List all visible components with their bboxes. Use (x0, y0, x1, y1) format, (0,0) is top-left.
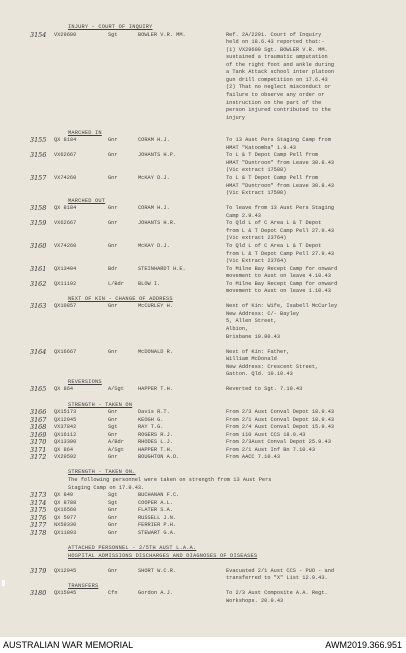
soldier-name: McKAY D.J. (138, 175, 170, 181)
service-number: QX15045 (54, 590, 77, 597)
serial-number: 3177 (30, 521, 47, 530)
entry-detail: To Qld L of C Area L & T Depot (226, 220, 322, 227)
entry-detail-continued: (Vic Extract 17590) (226, 190, 287, 197)
entry-detail-continued: (1) VX29600 Sgt. BOWLER V.R. MM. (226, 46, 328, 53)
entry-detail-continued: instruction on the part of the (226, 99, 322, 106)
paragraph-text: Staging Camp on 17.9.43. (68, 484, 145, 491)
soldier-name: Davis R.T. (138, 409, 170, 416)
entry-detail: Reverted to Sgt. 7.10.43 (226, 386, 303, 393)
rank: Gnr (108, 242, 118, 249)
soldier-name: CORAM H.J. (138, 205, 170, 212)
serial-number: 3174 (30, 498, 47, 507)
soldier-name: RAY T.G. (138, 424, 164, 431)
entry-detail: From 2/4 Aust Conval Depot 15.9.43 (226, 424, 335, 431)
serial-number: 3179 (30, 566, 47, 575)
rank: Sgt (108, 31, 118, 38)
paragraph-text: The following personnel were taken on strength from 13 Aust Pers (68, 477, 272, 483)
soldier-name: McKAY D.J. (138, 242, 170, 249)
soldier-name: McDONALD R. (138, 348, 173, 355)
rank: Gnr (108, 567, 118, 574)
entry-detail-continued: HMAT "Duntroon" from Leave 30.8.43 (226, 159, 335, 166)
serial-number: 3159 (30, 219, 47, 228)
entry-detail: From 2/3 Aust Conval Depot 18.9.43 (226, 409, 335, 416)
rank: A/Bdr (108, 439, 124, 446)
entry-detail-continued: Albion, (226, 326, 249, 332)
serial-number: 3178 (30, 528, 47, 537)
entry-detail-continued: transferred to "X" List 12.9.43. (226, 575, 328, 582)
entry-detail-continued: Workshops. 20.9.43 (226, 597, 284, 604)
soldier-name: HAPPER T.H. (138, 446, 173, 453)
service-number: VX74260 (54, 175, 77, 181)
section-title: MARCHED OUT (68, 197, 106, 204)
serial-number: 3162 (30, 279, 47, 288)
section-title: STRENGTH - TAKEN ON (68, 401, 133, 408)
rank: Bdr (108, 265, 118, 272)
entry-detail-continued: New Address: Crescent Street, (226, 363, 319, 370)
service-number: QX13404 (54, 265, 77, 272)
service-number: QX13390 (54, 439, 77, 446)
rank: Gnr (108, 529, 118, 536)
serial-number: 3164 (30, 347, 47, 356)
service-number: QX12045 (54, 416, 77, 423)
soldier-name: STEINHARDT H.E. (138, 265, 186, 272)
entry-detail: To leave from 13 Aust Pers Staging (226, 205, 335, 212)
service-number: VX62667 (54, 152, 77, 159)
rank: Sgt (108, 492, 118, 499)
entry-detail: To 13 Aust Pers Staging Camp from (226, 137, 331, 144)
service-number: QX 849 (54, 492, 74, 499)
entry-detail: To Milne Bay Recept Camp for onward (226, 265, 338, 272)
serial-number: 3154 (30, 30, 47, 39)
service-number: QX15173 (54, 409, 77, 416)
serial-number: 3156 (30, 151, 47, 160)
soldier-name: SHORT W.C.R. (138, 567, 177, 574)
entry-detail: Next of Kin: Father, (226, 348, 290, 355)
rank: L/Bdr (108, 280, 124, 287)
entry-detail: To 2/3 Aust Composite A.A. Regt. (226, 590, 328, 597)
serial-number: 3176 (30, 513, 47, 522)
soldier-name: KEOGH G. (138, 416, 164, 423)
entry-detail: From AACC 7.10.43 (226, 454, 281, 461)
section-title: NEXT OF KIN - CHANGE OF ADDRESS (68, 295, 173, 302)
soldier-name: BLOW I. (138, 280, 161, 287)
entry-detail-continued: injury (226, 114, 246, 121)
rank: Gnr (108, 220, 118, 227)
rank: Sgt (108, 424, 118, 431)
entry-detail-continued: held on 18.6.43 reported that:- (226, 39, 325, 46)
entry-detail: Ref. 2A/2291. Court of Inquiry (226, 31, 322, 38)
entry-detail-continued: gun drill competition on 17.6.43 (226, 76, 328, 83)
service-number: QX12945 (54, 567, 77, 574)
serial-number: 3160 (30, 241, 47, 250)
service-number: QX16667 (54, 348, 77, 355)
section-title: MARCHED IN (68, 129, 102, 136)
service-number: QX11893 (54, 529, 77, 536)
entry-detail-continued: (Vic extract 17588) (226, 167, 287, 174)
entry-detail-continued: movement to Aust on leave 1.10.43 (226, 288, 331, 295)
rank: Gnr (108, 205, 118, 212)
service-number: QX 8184 (54, 205, 77, 212)
entry-detail-continued: Camp 2.9.43 (226, 212, 261, 219)
soldier-name: BOWLER V.R. MM. (138, 31, 186, 38)
service-number: QX 864 (54, 386, 74, 393)
service-number: QX 8788 (54, 499, 77, 506)
entry-detail-continued: Brisbane 10.80.43 (226, 333, 281, 340)
soldier-name: ROGERS R.J. (138, 431, 173, 438)
entry-detail-continued: (Vic Extract 23764) (226, 258, 287, 265)
section-title: REVERSIONS (68, 378, 102, 385)
entry-detail: From 110 Aust CCS 18.9.43 (226, 431, 306, 438)
rank: Gnr (108, 348, 118, 355)
service-number: VX29592 (54, 454, 77, 461)
service-number: QX10857 (54, 303, 77, 310)
service-number: VX74260 (54, 242, 77, 249)
serial-number: 3166 (30, 408, 47, 417)
rank: A/Sgt (108, 386, 124, 393)
serial-number: 3167 (30, 415, 47, 424)
service-number: NX59330 (54, 522, 77, 529)
serial-number: 3157 (30, 174, 47, 182)
soldier-name: McCURLEY H. (138, 303, 173, 310)
serial-number: 3173 (30, 491, 47, 500)
entry-detail-continued: person injured contributed to the (226, 107, 331, 114)
footer-institution: AUSTRALIAN WAR MEMORIAL (3, 640, 134, 650)
serial-number: 3161 (30, 264, 47, 273)
rank: Gnr (108, 409, 118, 416)
entry-detail: To L & T Depot Camp Pell from (226, 152, 319, 159)
soldier-name: BUCHANAN F.C. (138, 492, 180, 499)
entry-detail-continued: HMAT "Duntroon" from Leave 30.8.43 (226, 182, 335, 189)
entry-detail-continued: sustained a traumatic amputation (226, 54, 328, 61)
section-title: STRENGTH - TAKEN ON. (68, 469, 136, 476)
soldier-name: HAPPER T.H. (138, 386, 173, 393)
entry-detail-continued: 5, Allen Street, (226, 318, 277, 325)
rank: Cfn (108, 590, 118, 597)
entry-detail: From 2/1 Aust Inf Bn 7.10.43 (226, 446, 316, 453)
service-number: QX 8184 (54, 137, 77, 144)
rank: Gnr (108, 152, 118, 159)
entry-detail: To Milne Bay Recept Camp for onward (226, 280, 338, 287)
entry-detail: To Qld L of C Area L & T Depot (226, 242, 322, 249)
serial-number: 3168 (30, 423, 47, 432)
entry-detail-continued: (2) That no neglect misconduct or (226, 84, 331, 91)
soldier-name: RHODES L.J. (138, 439, 173, 446)
service-number: QX16112 (54, 431, 77, 438)
section-title: HOSPITAL ADMISSIONS DISCHARGES AND DIAGNOSES OF DISEASES (68, 552, 258, 559)
entry-detail-continued: from L & T Depot Camp Pell 27.9.43 (226, 227, 335, 234)
serial-number: 3180 (30, 589, 47, 598)
entry-detail-continued: (Vic extract 23764) (226, 235, 287, 242)
rank: Gnr (108, 522, 118, 529)
section-title: INJURY - COURT OF INQUIRY (68, 24, 153, 30)
serial-number: 3172 (30, 453, 47, 462)
service-number: QX 5977 (54, 514, 77, 521)
service-number: VX37842 (54, 424, 77, 431)
serial-number: 3158 (30, 204, 47, 213)
entry-detail: From 2/3Aust Conval Depot 25.9.43 (226, 439, 331, 446)
serial-number: 3170 (30, 438, 47, 447)
entry-detail-continued: failure to observe any order or (226, 91, 325, 98)
entry-detail-continued: a Tank Attack school inter platoon (226, 69, 335, 76)
soldier-name: STEWART G.A. (138, 529, 177, 536)
rank: Gnr (108, 454, 118, 461)
serial-number: 3163 (30, 302, 47, 311)
soldier-name: FLATER S.A. (138, 507, 173, 514)
entry-detail-continued: from L & T Depot Camp Pell 27.9.43 (226, 250, 335, 257)
serial-number: 3169 (30, 430, 47, 439)
entry-detail-continued: HMAT "Katoomba" 1.9.43 (226, 144, 296, 151)
entry-detail: To L & T Depot Camp Pell from (226, 175, 319, 181)
rank: A/Sgt (108, 446, 124, 453)
entry-detail: Evacuated 2/1 Aust CCS - PUO - and (226, 567, 335, 574)
soldier-name: Gordon A.J. (138, 590, 173, 597)
service-number: VX62667 (54, 220, 77, 227)
rank: Gnr (108, 303, 118, 310)
entry-detail-continued: of the right foot and ankle during (226, 61, 335, 68)
entry-detail-continued: New Address: C/- Bayley (226, 310, 300, 317)
rank: Gnr (108, 137, 118, 144)
footer-accession-number: AWM2019.366.951 (325, 640, 402, 650)
entry-detail-continued: Gatton. Qld. 10.10.43 (226, 371, 293, 378)
serial-number: 3171 (30, 445, 47, 454)
service-number: QX16560 (54, 507, 77, 514)
serial-number: 3165 (30, 385, 47, 394)
soldier-name: RUSSELL J.N. (138, 514, 177, 521)
serial-number: 3175 (30, 506, 47, 515)
serial-number: 3155 (30, 136, 47, 145)
rank: Gnr (108, 175, 118, 181)
entry-detail: From 2/1 Aust Conval Depot 18.9.43 (226, 416, 335, 423)
footer (0, 637, 406, 653)
soldier-name: FERRIER P.H. (138, 522, 177, 529)
entry-detail-continued: William McDonald (226, 356, 277, 363)
section-title: TRANSFERS (68, 582, 99, 589)
rank: Gnr (108, 416, 118, 423)
service-number: QX11192 (54, 280, 77, 287)
service-number: VX29600 (54, 31, 77, 38)
rank: Sgt (108, 499, 118, 506)
soldier-name: JOHANTS H.P. (138, 152, 177, 159)
rank: Gnr (108, 514, 118, 521)
text-line (0, 597, 406, 605)
entry-detail: Next of Kin: Wife, Isabell McCurley (226, 303, 338, 310)
soldier-name: JOHANTS H.R. (138, 220, 177, 227)
service-number: QX 864 (54, 446, 74, 453)
soldier-name: BOUGHTON A.D. (138, 454, 180, 461)
soldier-name: COOPER A.L. (138, 499, 173, 506)
rank: Gnr (108, 431, 118, 438)
rank: Gnr (108, 507, 118, 514)
entry-detail-continued: movement to Aust on leave 4.10.43 (226, 273, 331, 280)
soldier-name: CORAM H.J. (138, 137, 170, 144)
section-title: ATTACHED PERSONNEL - 2/5TH AUST L.A.A. (68, 544, 197, 551)
